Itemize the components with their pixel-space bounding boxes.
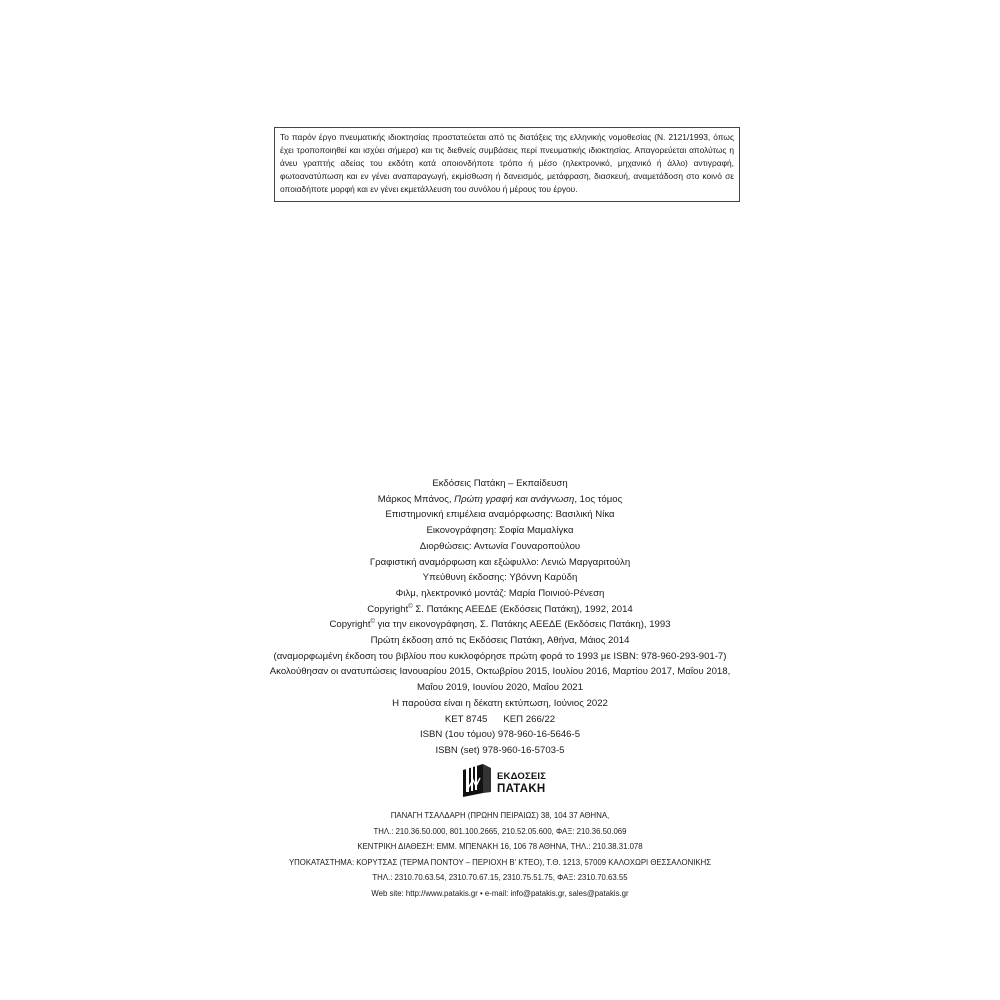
colophon-series: Εκδόσεις Πατάκη – Εκπαίδευση	[432, 478, 568, 489]
address-central-distribution: ΚΕΝΤΡΙΚΗ ΔΙΑΘΕΣΗ: ΕΜΜ. ΜΠΕΝΑΚΗ 16, 106 78 ΑΘΗΝΑ, ΤΗΛ.: 210.38.31.078	[357, 842, 643, 852]
colophon-revised-note: (αναμορφωμένη έκδοση του βιβλίου που κυκλοφόρησε πρώτη φορά το 1993 με ISBN: 978-960-293-901-7)	[273, 650, 727, 662]
logo-line-2: ΠΑΤΑΚΗ	[497, 783, 546, 795]
colophon-reprints-2: Μαΐου 2019, Ιουνίου 2020, Μαΐου 2021	[417, 682, 583, 694]
address-branch-phones: ΤΗΛ.: 2310.70.63.54, 2310.70.67.15, 2310.75.51.75, ΦΑΞ: 2310.70.63.55	[372, 873, 628, 883]
colophon-scientific-editing: Επιστημονική επιμέλεια αναμόρφωσης: Βασιλική Νίκα	[385, 509, 615, 521]
colophon-responsible-editor: Υπεύθυνη έκδοσης: Υβόννη Καρύδη	[422, 572, 578, 584]
publisher-logo	[460, 762, 560, 802]
copyright-word: Copyright	[329, 619, 371, 631]
books-stack-icon	[460, 762, 494, 798]
address-main: ΠΑΝΑΓΗ ΤΣΑΛΔΑΡΗ (ΠΡΩΗΝ ΠΕΙΡΑΙΩΣ) 38, 104 37 ΑΘΗΝΑ,	[390, 811, 610, 820]
colophon-codes	[240, 712, 760, 728]
colophon-author-title	[240, 492, 760, 508]
copyright-2-rest: για την εικονογράφηση, Σ. Πατάκης ΑΕΕΔΕ (Εκδόσεις Πατάκη), 1993	[374, 619, 671, 631]
colophon-copyright-1	[240, 602, 760, 618]
colophon-current-printing: Η παρούσα είναι η δέκατη εκτύπωση, Ιούνιος 2022	[392, 697, 608, 709]
address-web: Web site: http://www.patakis.gr • e-mail: info@patakis.gr, sales@patakis.gr	[371, 888, 629, 898]
colophon-proofreading: Διορθώσεις: Αντωνία Γουναροπούλου	[419, 540, 581, 552]
colophon-isbn-set: ISBN (set) 978-960-16-5703-5	[435, 744, 565, 756]
address-main-phones: ΤΗΛ.: 210.36.50.000, 801.100.2665, 210.52.05.600, ΦΑΞ: 210.36.50.069	[373, 826, 627, 836]
logo-line-1: ΕΚΔΟΣΕΙΣ	[497, 771, 547, 782]
copyright-word: Copyright	[367, 603, 409, 615]
address-branch: ΥΠΟΚΑΤΑΣΤΗΜΑ: ΚΟΡΥΤΣΑΣ (ΤΕΡΜΑ ΠΟΝΤΟΥ – ΠΕΡΙΟΧΗ Β' ΚΤΕΟ), Τ.Θ. 1213, 57009 ΚΑΛΟΧΩΡΙ ΘΕΣΣΑΛΟΝΙΚΗΣ	[288, 857, 712, 867]
copyright-symbol: ©	[408, 603, 413, 610]
colophon-reprints-1: Ακολούθησαν οι ανατυπώσεις Ιανουαρίου 2015, Οκτωβρίου 2015, Ιουλίου 2016, Μαρτίου 2017, Μαΐου 2018,	[269, 666, 731, 678]
colophon-book-title: Πρώτη γραφή και ανάγνωση	[454, 493, 575, 505]
publisher-addresses	[220, 808, 780, 902]
publisher-logo-text	[497, 771, 546, 795]
colophon-graphic-design: Γραφιστική αναμόρφωση και εξώφυλλο: Λενιώ Μαργαριτούλη	[369, 556, 631, 568]
copyright-1-rest: Σ. Πατάκης ΑΕΕΔΕ (Εκδόσεις Πατάκη), 1992, 2014	[412, 603, 633, 615]
copyright-notice-text: Το παρόν έργο πνευματικής ιδιοκτησίας προστατεύεται από τις διατάξεις της ελληνικής νομοθεσίας (Ν. 2121/1993, όπως έχει τροποποιηθεί και ισχύει σήμερα) και τις διεθνείς συμβάσεις περί πνευματικής ιδιοκτησίας. Απαγορεύεται απολύτως η άνευ γραπτής αδείας του εκδότη κατά οποιονδήποτε τρόπο ή μέσο (ηλεκτρονικό, μηχανικό ή άλλο) αντιγραφή, φωτοανατύπωση και εν γένει αναπαραγωγή, εκμίσθωση ή δανεισμός, μετάφραση, διασκευή, αναμετάδοση στο κοινό σε οποιαδήποτε μορφή και εν γένει εκμετάλλευση του συνόλου ή μέρους του έργου.	[280, 132, 734, 194]
colophon-author: Μάρκος Μπάνος,	[377, 493, 452, 505]
colophon-film-montage: Φιλμ, ηλεκτρονικό μοντάζ: Μαρία Ποινιού-Ρένεση	[395, 587, 605, 599]
colophon-isbn-volume: ISBN (1ου τόμου) 978-960-16-5646-5	[419, 729, 581, 741]
colophon-illustration: Εικονογράφηση: Σοφία Μαμαλίγκα	[426, 525, 574, 537]
colophon-first-edition: Πρώτη έκδοση από τις Εκδόσεις Πατάκη, Αθήνα, Μάιος 2014	[370, 635, 630, 647]
colophon-kep: ΚΕΠ 266/22	[503, 713, 556, 725]
copyright-symbol: ©	[370, 619, 375, 626]
colophon-volume: , 1ος τόμος	[574, 493, 623, 505]
colophon-copyright-2	[240, 617, 760, 633]
colophon-ket: ΚΕΤ 8745	[444, 713, 488, 725]
colophon	[240, 476, 760, 759]
copyright-notice-box	[274, 127, 740, 202]
